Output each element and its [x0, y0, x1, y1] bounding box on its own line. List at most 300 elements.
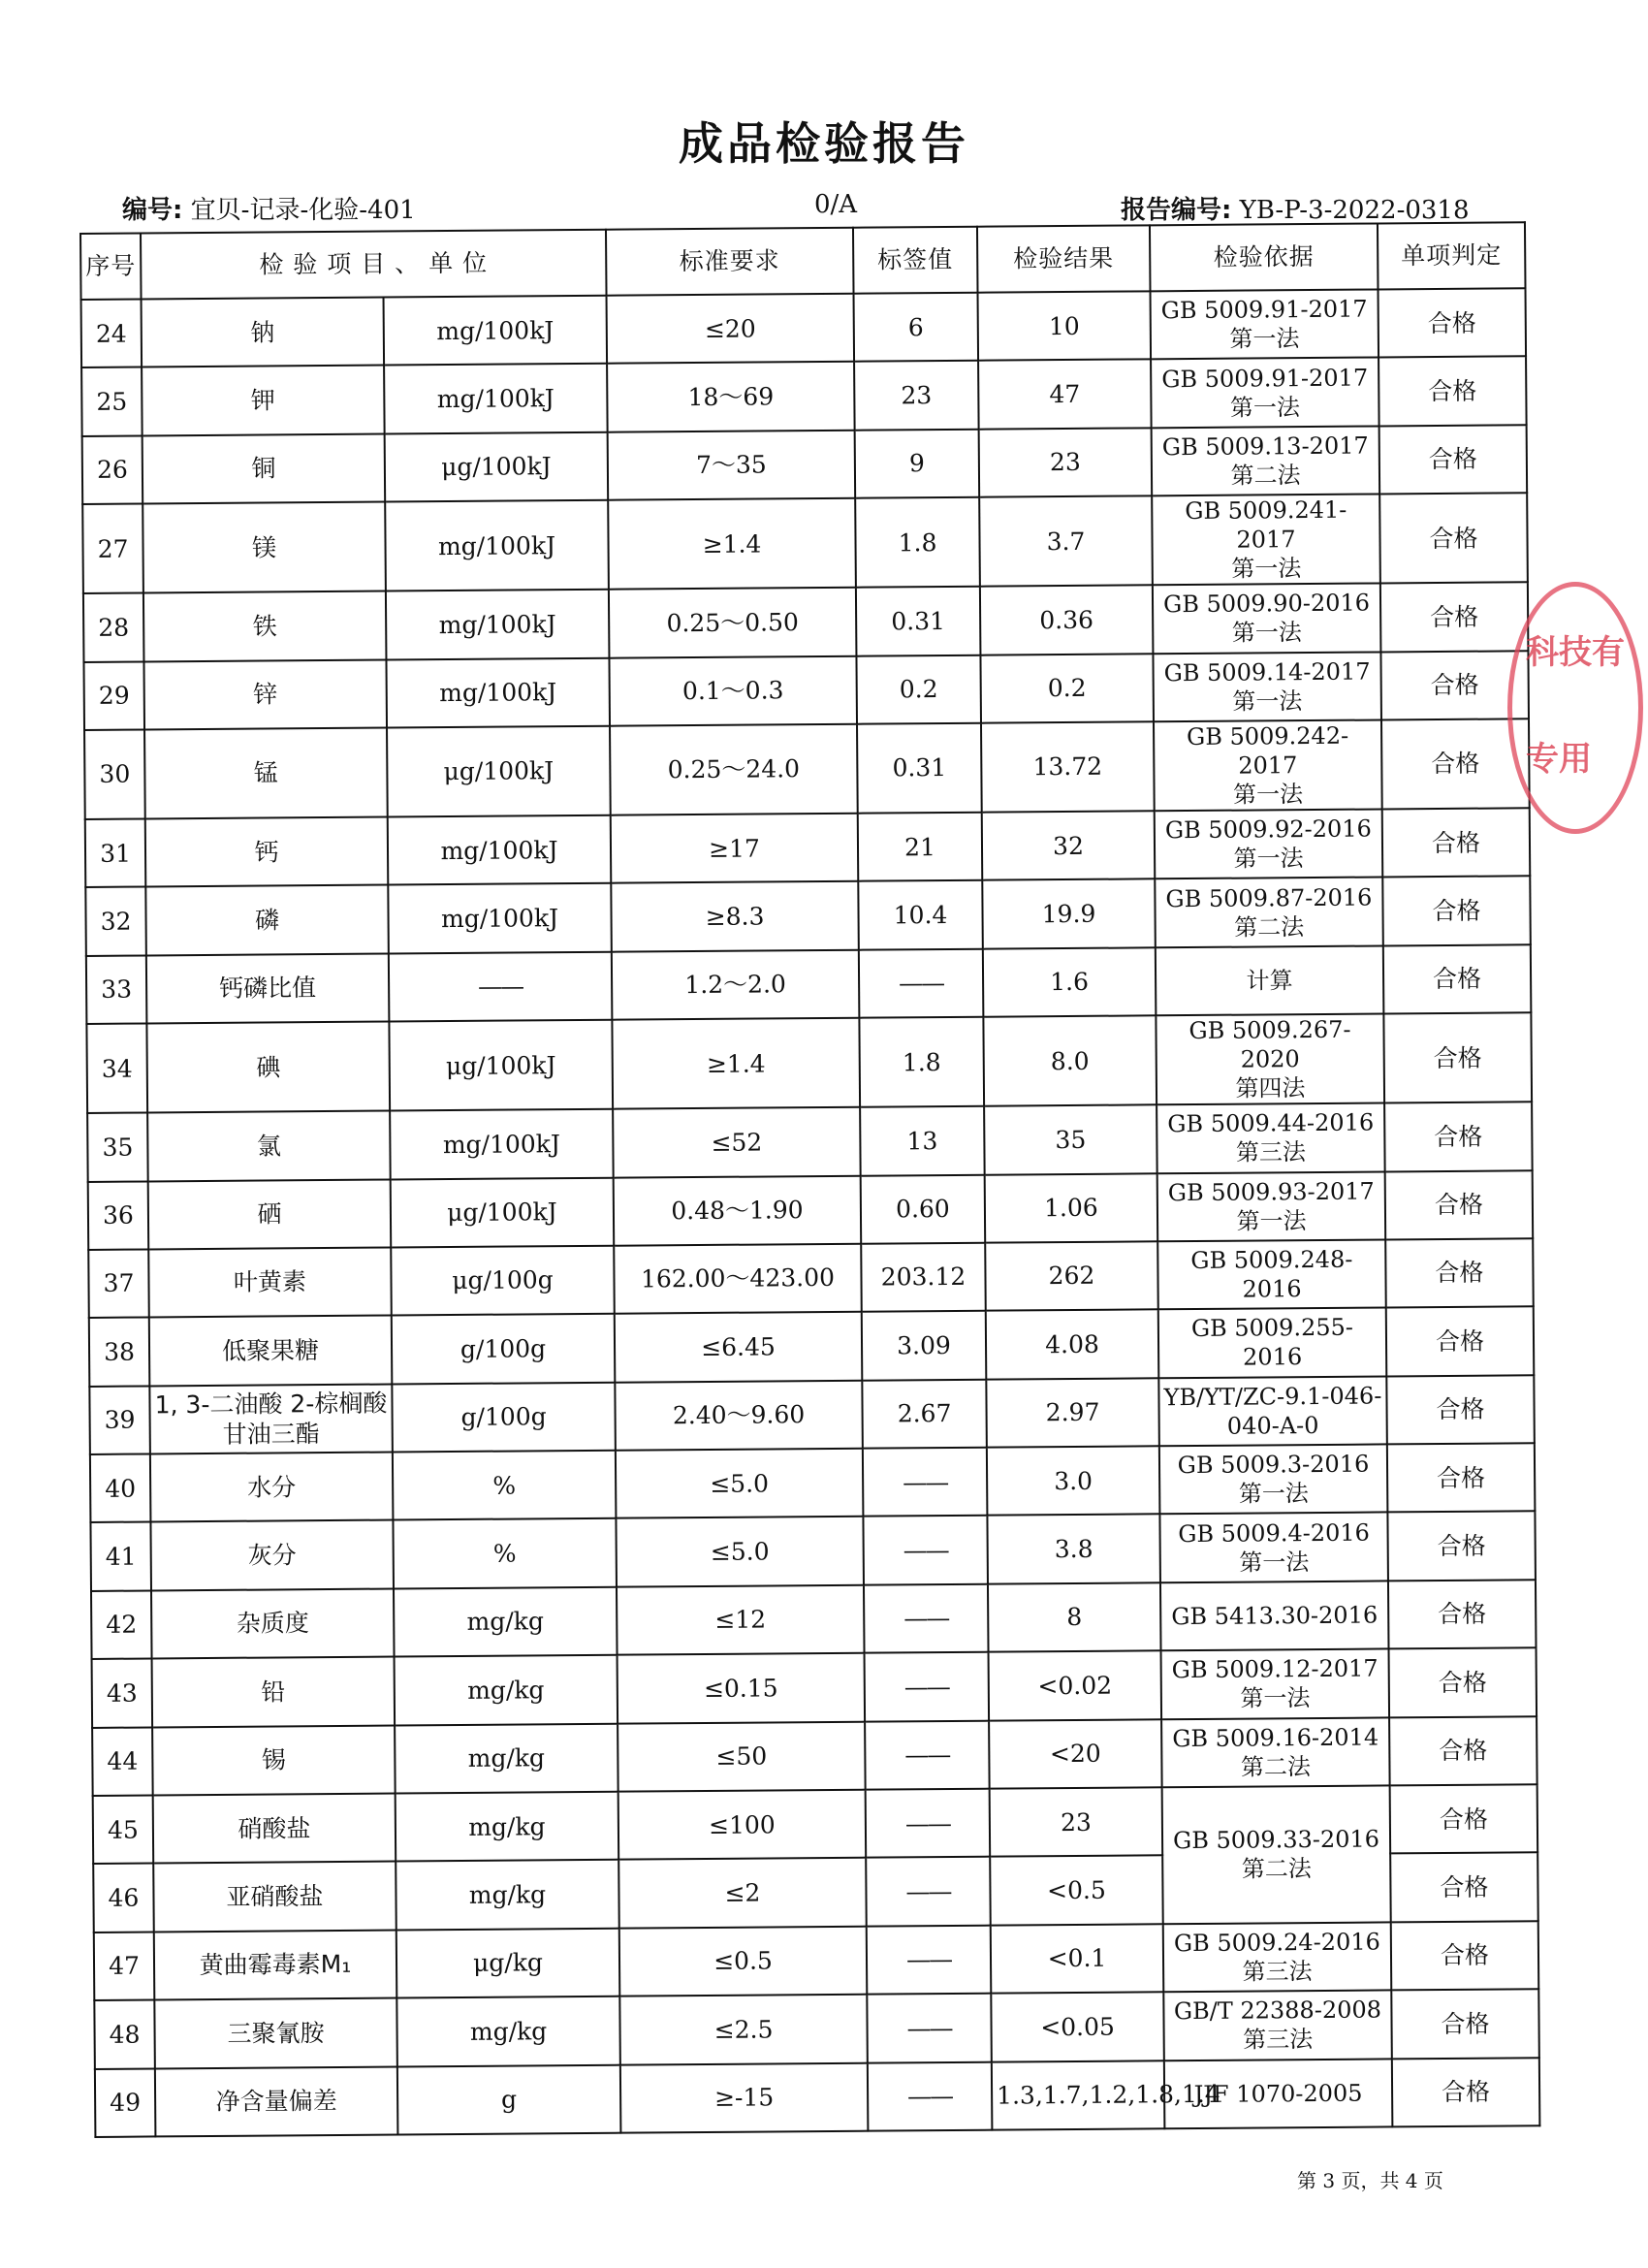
row-label-value: —— — [863, 1516, 988, 1584]
row-label-value: —— — [866, 1857, 991, 1926]
row-result: <0.5 — [990, 1856, 1163, 1926]
row-unit: mg/100kJ — [386, 590, 610, 659]
row-standard: ≤50 — [618, 1721, 866, 1791]
row-basis-standard: GB 5009.92-2016 — [1164, 815, 1372, 845]
row-seq: 41 — [90, 1522, 151, 1591]
row-basis-standard: 计算 — [1246, 967, 1293, 995]
row-basis — [1159, 1513, 1388, 1582]
row-item: 黄曲霉毒素M₁ — [154, 1930, 397, 1999]
row-unit: μg/100kJ — [385, 432, 609, 502]
row-standard: ≤5.0 — [616, 1449, 864, 1518]
row-seq: 24 — [81, 300, 143, 368]
row-item: 净含量偏差 — [155, 2066, 398, 2136]
row-label-value: 3.09 — [862, 1311, 987, 1380]
row-judgement: 合格 — [1382, 877, 1531, 946]
row-standard: ≤52 — [613, 1107, 861, 1177]
row-basis-standard: GB 5009.91-2017 — [1161, 364, 1369, 393]
row-item: 铜 — [143, 433, 386, 503]
table-row — [94, 1921, 1539, 2000]
row-result: 47 — [978, 360, 1152, 430]
row-judgement: 合格 — [1379, 493, 1528, 583]
row-basis-standard: GB 5009.241-2017 — [1185, 495, 1347, 554]
row-basis — [1164, 2059, 1393, 2128]
row-label-value: —— — [866, 1789, 991, 1858]
row-label-value: 0.60 — [861, 1174, 986, 1243]
row-item: 锌 — [143, 659, 387, 729]
table-row — [92, 1647, 1537, 1727]
row-result: 3.7 — [979, 495, 1153, 586]
row-basis-method: 第二法 — [1230, 462, 1301, 490]
document-version: 0/A — [814, 190, 858, 219]
row-item: 硒 — [148, 1179, 392, 1249]
row-judgement: 合格 — [1383, 944, 1532, 1014]
row-judgement: 合格 — [1380, 582, 1529, 652]
row-label-value: —— — [867, 1925, 992, 1994]
row-standard: 2.40～9.60 — [615, 1380, 863, 1450]
report-title: 成品检验报告 — [679, 117, 969, 170]
row-result: <0.05 — [991, 1992, 1164, 2061]
row-basis-method: 第一法 — [1238, 1480, 1309, 1508]
row-item: 钙磷比值 — [146, 953, 390, 1023]
row-standard: ≤20 — [607, 294, 855, 364]
row-label-value: 0.31 — [857, 723, 982, 814]
row-judgement: 合格 — [1384, 1102, 1533, 1171]
row-judgement: 合格 — [1379, 425, 1528, 495]
row-basis — [1161, 1649, 1390, 1719]
row-unit: g/100g — [392, 1314, 616, 1384]
row-standard: 18～69 — [607, 362, 855, 431]
row-unit: mg/100kJ — [386, 657, 610, 727]
row-basis-standard: GB 5009.242-2017 — [1186, 721, 1349, 780]
row-seq: 31 — [85, 818, 146, 887]
row-standard: ≤100 — [618, 1790, 867, 1860]
row-basis-method: 第一法 — [1232, 687, 1303, 716]
row-standard: 0.25～0.50 — [609, 588, 857, 657]
row-result: 8 — [988, 1582, 1161, 1652]
row-label-value: —— — [868, 2061, 993, 2130]
row-judgement: 合格 — [1380, 651, 1529, 720]
page-footer: 第 3 页，共 4 页 — [1297, 2169, 1443, 2192]
row-basis-method: 第一法 — [1233, 845, 1304, 873]
row-judgement: 合格 — [1389, 1716, 1537, 1786]
row-basis-standard: GB/T 22388-2008 — [1173, 1996, 1382, 2026]
row-judgement: 合格 — [1379, 357, 1527, 427]
row-unit: mg/kg — [395, 1655, 618, 1725]
row-judgement: 合格 — [1385, 1238, 1534, 1308]
row-basis-standard: GB 5009.13-2017 — [1161, 431, 1369, 462]
row-unit: mg/kg — [394, 1587, 618, 1657]
row-seq: 40 — [90, 1454, 151, 1523]
row-basis-method: 第一法 — [1231, 555, 1302, 583]
seal-text-top: 科技有 — [1526, 633, 1625, 672]
row-basis — [1163, 1922, 1392, 1992]
row-standard: ≥1.4 — [608, 498, 856, 590]
row-judgement: 合格 — [1389, 1647, 1537, 1717]
row-seq: 37 — [88, 1249, 149, 1318]
row-seq: 36 — [88, 1181, 149, 1250]
row-result: 19.9 — [982, 879, 1156, 949]
document-number-value: 宜贝-记录-化验-401 — [190, 196, 416, 225]
row-label-value: 9 — [855, 430, 980, 498]
row-basis — [1157, 1103, 1385, 1173]
row-basis-method: 第一法 — [1239, 1548, 1310, 1577]
row-unit: mg/kg — [396, 1792, 619, 1862]
row-basis — [1161, 1717, 1390, 1787]
row-unit: g/100g — [392, 1382, 616, 1452]
col-header-standard: 标准要求 — [606, 228, 854, 296]
row-basis-standard: GB 5009.44-2016 — [1167, 1108, 1375, 1138]
row-basis — [1158, 1308, 1387, 1378]
row-basis-standard: JJF 1070-2005 — [1193, 2079, 1363, 2108]
row-seq: 33 — [86, 955, 147, 1024]
table-row — [86, 944, 1532, 1024]
table-row — [89, 1307, 1535, 1387]
row-unit: μg/kg — [396, 1928, 620, 1997]
row-seq: 49 — [95, 2068, 156, 2137]
row-item: 水分 — [150, 1453, 394, 1522]
row-item: 铅 — [152, 1657, 396, 1727]
table-row — [89, 1375, 1535, 1454]
row-basis-method: 第一法 — [1240, 1684, 1311, 1713]
row-unit: mg/100kJ — [385, 500, 609, 591]
table-row — [92, 1716, 1537, 1796]
table-row — [91, 1580, 1537, 1659]
row-label-value: 23 — [854, 361, 979, 430]
row-basis-method: 第一法 — [1231, 619, 1302, 648]
table-row — [83, 651, 1529, 730]
table-row — [85, 877, 1531, 956]
row-result: 32 — [982, 811, 1156, 880]
row-unit: mg/100kJ — [384, 364, 608, 433]
row-seq: 43 — [92, 1659, 153, 1728]
row-result: 13.72 — [981, 721, 1155, 812]
row-result: <0.02 — [989, 1651, 1162, 1721]
row-basis — [1156, 1014, 1384, 1105]
row-item: 钠 — [142, 298, 385, 367]
row-standard: ≥1.4 — [612, 1018, 860, 1109]
row-basis-standard: GB 5009.33-2016 — [1173, 1825, 1380, 1855]
company-seal-stamp — [1507, 582, 1643, 834]
inspection-table — [79, 221, 1540, 2138]
row-judgement: 合格 — [1386, 1307, 1535, 1377]
row-seq: 44 — [92, 1727, 153, 1796]
row-seq: 28 — [83, 593, 144, 662]
row-judgement: 合格 — [1379, 288, 1527, 358]
row-unit: μg/100kJ — [387, 726, 611, 817]
col-header-seq: 序号 — [80, 234, 142, 300]
row-basis — [1159, 1445, 1388, 1515]
table-row — [84, 719, 1530, 819]
row-result: 0.2 — [980, 654, 1154, 723]
table-row — [94, 1989, 1539, 2068]
col-header-result: 检验结果 — [977, 225, 1151, 292]
row-seq: 26 — [82, 435, 143, 504]
row-unit: mg/100kJ — [388, 883, 612, 953]
row-item: 三聚氰胺 — [154, 1998, 397, 2068]
row-result: <0.1 — [991, 1924, 1164, 1994]
report-number-value: YB-P-3-2022-0318 — [1239, 196, 1470, 225]
row-basis-method: 第一法 — [1229, 393, 1301, 422]
row-label-value: 1.8 — [859, 1017, 984, 1107]
row-unit: mg/100kJ — [388, 815, 612, 885]
col-header-basis: 检验依据 — [1150, 223, 1379, 291]
row-result: <20 — [989, 1719, 1162, 1789]
table-row — [82, 425, 1528, 504]
table-row — [93, 1784, 1538, 1864]
table-row — [87, 1102, 1533, 1181]
row-standard: ≤5.0 — [616, 1517, 864, 1586]
row-result: 23 — [990, 1787, 1163, 1857]
table-row — [88, 1170, 1534, 1250]
row-item: 铁 — [143, 591, 387, 661]
inspection-table-wrapper — [79, 221, 1538, 2138]
row-label-value: 21 — [858, 813, 983, 881]
row-label-value: —— — [864, 1584, 989, 1653]
row-standard: ≥8.3 — [611, 881, 859, 951]
row-standard: ≤2.5 — [619, 1995, 868, 2064]
row-seq: 42 — [91, 1590, 152, 1659]
row-basis-standard: GB 5009.248-2016 — [1190, 1245, 1353, 1303]
row-seq: 48 — [94, 2000, 155, 2069]
row-item: 锰 — [144, 727, 388, 818]
document-number — [122, 190, 416, 226]
row-unit: mg/100kJ — [390, 1109, 614, 1179]
row-standard: 7～35 — [608, 431, 856, 500]
row-label-value: 203.12 — [861, 1243, 986, 1312]
row-basis-standard: GB 5413.30-2016 — [1171, 1601, 1379, 1631]
row-basis — [1158, 1376, 1387, 1446]
table-row — [83, 582, 1529, 661]
row-unit: μg/100kJ — [389, 1020, 613, 1111]
row-unit: mg/kg — [395, 1723, 618, 1793]
row-judgement: 合格 — [1387, 1443, 1536, 1513]
row-standard: ≤6.45 — [615, 1312, 863, 1382]
row-judgement: 合格 — [1391, 1989, 1539, 2059]
row-judgement: 合格 — [1388, 1580, 1537, 1649]
row-item: 灰分 — [150, 1520, 394, 1590]
row-standard: ≤2 — [618, 1858, 867, 1928]
row-basis-method: 第三法 — [1243, 2026, 1314, 2055]
row-label-value: —— — [865, 1652, 990, 1721]
row-result: 2.97 — [986, 1378, 1159, 1448]
row-label-value: —— — [863, 1448, 988, 1517]
row-label-value: 13 — [860, 1106, 985, 1175]
row-basis — [1162, 1785, 1391, 1924]
row-basis-method: 第四法 — [1235, 1074, 1306, 1102]
row-standard: 162.00～423.00 — [614, 1244, 862, 1314]
row-basis-standard: GB 5009.12-2017 — [1171, 1654, 1379, 1684]
row-judgement: 合格 — [1382, 808, 1531, 878]
col-header-label-value: 标签值 — [853, 227, 978, 294]
row-item: 镁 — [143, 502, 386, 593]
row-seq: 46 — [93, 1864, 154, 1933]
row-basis-method: 第二法 — [1241, 1855, 1312, 1884]
row-unit: g — [397, 2064, 621, 2134]
table-row — [86, 1012, 1532, 1113]
row-item: 锡 — [152, 1725, 396, 1795]
row-result: 0.36 — [980, 585, 1154, 655]
row-label-value: —— — [859, 948, 984, 1017]
row-label-value: 10.4 — [858, 880, 983, 949]
row-item: 硝酸盐 — [153, 1794, 396, 1864]
row-basis-method: 第一法 — [1236, 1206, 1307, 1235]
row-item: 1, 3-二油酸 2-棕榈酸甘油三酯 — [149, 1384, 393, 1453]
row-standard: ≤12 — [617, 1585, 865, 1655]
row-seq: 39 — [89, 1386, 150, 1454]
row-label-value: 6 — [854, 293, 979, 362]
table-row — [95, 2058, 1540, 2137]
row-basis — [1156, 945, 1384, 1015]
row-basis-method: 第一法 — [1232, 781, 1304, 809]
row-result: 4.08 — [986, 1310, 1159, 1380]
row-seq: 34 — [86, 1024, 147, 1113]
table-row — [90, 1512, 1536, 1591]
row-judgement: 合格 — [1391, 1921, 1539, 1991]
row-basis-standard: GB 5009.90-2016 — [1162, 589, 1371, 619]
row-basis-standard: GB 5009.24-2016 — [1173, 1928, 1380, 1958]
row-basis-standard: GB 5009.255-2016 — [1190, 1314, 1354, 1372]
row-basis-standard: GB 5009.267-2020 — [1188, 1015, 1351, 1073]
row-standard: ≤0.15 — [618, 1653, 866, 1723]
row-item: 磷 — [145, 885, 389, 955]
report-number — [1121, 190, 1470, 226]
row-basis-standard: GB 5009.93-2017 — [1167, 1177, 1375, 1206]
row-basis-standard: GB 5009.91-2017 — [1160, 295, 1368, 325]
row-label-value: 1.8 — [855, 497, 980, 588]
table-header-row — [80, 222, 1525, 300]
row-basis-method: 第三法 — [1242, 1958, 1313, 1986]
row-judgement: 合格 — [1385, 1170, 1534, 1240]
row-unit: —— — [389, 951, 613, 1021]
row-basis — [1163, 1991, 1392, 2060]
row-basis-standard: YB/YT/ZC-9.1-046- — [1163, 1382, 1382, 1412]
row-unit: μg/100kJ — [391, 1177, 615, 1247]
row-judgement: 合格 — [1386, 1375, 1535, 1445]
row-item: 杂质度 — [151, 1588, 395, 1658]
col-header-judgement: 单项判定 — [1378, 222, 1526, 289]
row-item: 叶黄素 — [148, 1247, 392, 1317]
row-seq: 45 — [93, 1795, 154, 1864]
row-unit: μg/100g — [391, 1246, 615, 1316]
row-basis — [1155, 878, 1383, 947]
row-basis-method: 第二法 — [1240, 1752, 1312, 1781]
row-item: 钙 — [145, 816, 389, 886]
row-seq: 30 — [84, 729, 145, 818]
row-label-value: —— — [867, 1994, 992, 2062]
row-seq: 47 — [94, 1932, 155, 2000]
row-result: 1.06 — [985, 1173, 1158, 1243]
row-seq: 27 — [82, 504, 143, 593]
row-label-value: —— — [865, 1720, 990, 1789]
row-item: 氯 — [147, 1111, 391, 1181]
row-result: 1.3,1.7,1.2,1.8,1.4 — [992, 2060, 1165, 2130]
row-basis — [1155, 809, 1383, 878]
row-unit: mg/100kJ — [384, 296, 608, 366]
row-judgement: 合格 — [1390, 1784, 1538, 1854]
row-basis-standard: GB 5009.87-2016 — [1165, 883, 1373, 912]
row-seq: 38 — [89, 1318, 150, 1387]
row-unit: % — [393, 1451, 617, 1520]
row-judgement: 合格 — [1390, 1853, 1538, 1923]
row-item: 碘 — [146, 1022, 390, 1113]
row-standard: 1.2～2.0 — [612, 949, 860, 1019]
row-basis-method: 第二法 — [1234, 912, 1305, 942]
row-basis-method: 040-A-0 — [1226, 1411, 1319, 1440]
row-result: 1.6 — [983, 947, 1157, 1017]
row-basis — [1154, 719, 1382, 811]
row-judgement: 合格 — [1387, 1512, 1536, 1581]
row-seq: 32 — [85, 887, 146, 956]
row-standard: 0.25～24.0 — [610, 724, 858, 815]
report-number-label: 报告编号: — [1121, 196, 1232, 225]
row-basis — [1153, 652, 1381, 721]
table-row — [82, 493, 1528, 593]
col-header-item: 检 验 项 目 、 单 位 — [141, 230, 607, 300]
row-item: 亚硝酸盐 — [153, 1862, 396, 1932]
row-standard: 0.1～0.3 — [609, 655, 857, 725]
row-result: 262 — [985, 1241, 1158, 1311]
row-label-value: 0.31 — [856, 587, 981, 655]
row-basis-standard: GB 5009.4-2016 — [1178, 1518, 1370, 1548]
row-basis-standard: GB 5009.16-2014 — [1172, 1723, 1379, 1753]
table-body — [81, 288, 1540, 2137]
row-label-value: 0.2 — [856, 655, 981, 723]
table-row — [81, 357, 1527, 436]
row-basis-method: 第一法 — [1229, 325, 1300, 353]
row-standard: 0.48～1.90 — [614, 1175, 862, 1245]
row-judgement: 合格 — [1381, 719, 1530, 809]
row-basis — [1153, 584, 1381, 654]
table-row — [81, 288, 1527, 367]
table-row — [90, 1443, 1536, 1522]
row-result: 10 — [978, 291, 1152, 361]
row-judgement: 合格 — [1392, 2058, 1540, 2127]
row-basis-method: 第三法 — [1235, 1138, 1307, 1166]
row-unit: % — [393, 1518, 617, 1588]
row-item: 钾 — [142, 366, 385, 435]
table-row — [88, 1238, 1534, 1318]
row-standard: ≤0.5 — [619, 1926, 868, 1996]
row-unit: mg/kg — [396, 1860, 619, 1930]
row-seq: 25 — [81, 367, 143, 436]
row-label-value: 2.67 — [862, 1379, 987, 1448]
row-basis-standard: GB 5009.14-2017 — [1163, 657, 1371, 687]
row-standard: ≥17 — [611, 814, 859, 883]
row-result: 8.0 — [983, 1015, 1157, 1105]
row-item: 低聚果糖 — [149, 1316, 393, 1386]
table-row — [85, 808, 1531, 887]
row-basis — [1157, 1239, 1386, 1309]
row-result: 3.8 — [987, 1515, 1160, 1584]
row-result: 3.0 — [987, 1446, 1160, 1516]
seal-text-bottom: 专用 — [1526, 740, 1592, 779]
document-number-label: 编号: — [122, 196, 183, 225]
row-basis — [1160, 1581, 1389, 1650]
row-basis-standard: GB 5009.3-2016 — [1177, 1450, 1370, 1480]
row-basis — [1151, 358, 1379, 428]
row-basis — [1151, 289, 1379, 359]
row-unit: mg/kg — [396, 1996, 620, 2066]
row-seq: 35 — [87, 1113, 148, 1182]
row-judgement: 合格 — [1383, 1012, 1532, 1102]
row-seq: 29 — [83, 661, 144, 730]
row-basis — [1157, 1171, 1386, 1241]
row-basis — [1152, 426, 1380, 495]
row-result: 23 — [979, 428, 1153, 497]
row-standard: ≥-15 — [620, 2062, 869, 2132]
row-result: 35 — [984, 1104, 1157, 1174]
row-basis — [1152, 495, 1380, 586]
